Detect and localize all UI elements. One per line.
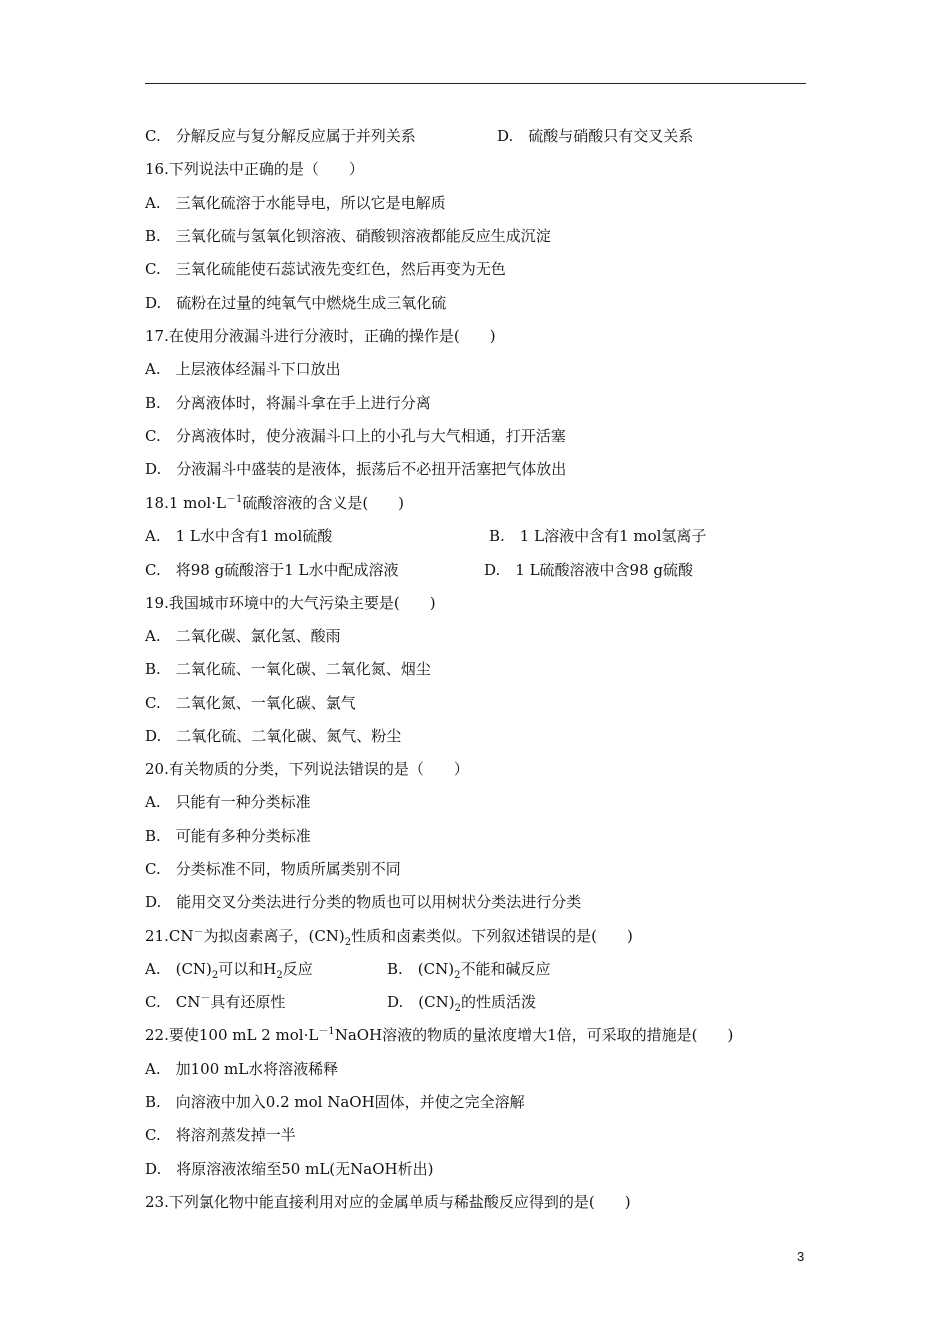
q18-option-c: C. 将98 g硫酸溶于1 L水中配成溶液 [145, 561, 399, 579]
q21-option-d-sub: 2 [454, 1003, 461, 1014]
q19-stem: 19.我国城市环境中的大气污染主要是( ) [145, 594, 436, 612]
q19-option-c: C. 二氧化氮、一氧化碳、氯气 [145, 694, 356, 712]
q21-option-b-sub: 2 [454, 970, 461, 981]
q20-option-d: D. 能用交叉分类法进行分类的物质也可以用树状分类法进行分类 [145, 893, 582, 911]
q21-option-a-sub: 2 [211, 970, 219, 981]
q18-option-d: D. 1 L硫酸溶液中含98 g硫酸 [484, 561, 693, 579]
q23-stem: 23.下列氯化物中能直接利用对应的金属单质与稀盐酸反应得到的是( ) [145, 1193, 631, 1211]
q21-stem [145, 926, 633, 946]
q22-stem-text-2: NaOH溶液的物质的量浓度增大1倍，可采取的措施是( ) [334, 1026, 734, 1044]
q18-option-a: A. 1 L水中含有1 mol硫酸 [145, 527, 333, 545]
q16-option-b: B. 三氧化硫与氢氧化钡溶液、硝酸钡溶液都能反应生成沉淀 [145, 227, 551, 245]
q17-option-d: D. 分液漏斗中盛装的是液体，振荡后不必扭开活塞把气体放出 [145, 460, 567, 478]
q22-option-c: C. 将溶剂蒸发掉一半 [145, 1126, 296, 1144]
q21-option-a [145, 959, 313, 979]
q16-stem: 16.下列说法中正确的是（ ） [145, 160, 364, 178]
q18-stem-sup: －1 [225, 494, 243, 505]
q20-option-a: A. 只能有一种分类标准 [145, 793, 311, 811]
q22-stem-sup: －1 [318, 1026, 335, 1037]
q17-stem: 17.在使用分液漏斗进行分液时，正确的操作是( ) [145, 327, 496, 345]
q21-option-a-text: A. (CN) [145, 960, 212, 978]
q18-stem-text: 18.1 mol·L [145, 494, 226, 512]
q22-option-b: B. 向溶液中加入0.2 mol NaOH固体，并使之完全溶解 [145, 1093, 525, 1111]
q21-stem-text: 21.CN [145, 927, 194, 945]
q16-option-a: A. 三氧化硫溶于水能导电，所以它是电解质 [145, 194, 446, 212]
q22-option-a: A. 加100 mL水将溶液稀释 [145, 1060, 339, 1078]
q21-option-c-sup: － [200, 993, 211, 1004]
q18-stem [145, 493, 404, 513]
q22-stem [145, 1025, 733, 1045]
q17-option-a: A. 上层液体经漏斗下口放出 [145, 360, 341, 378]
q15-option-d: D. 硫酸与硝酸只有交叉关系 [497, 127, 694, 145]
q21-option-b-text: B. (CN) [387, 960, 455, 978]
q21-stem-text-3: 性质和卤素类似。下列叙述错误的是( ) [351, 927, 633, 945]
q20-stem: 20.有关物质的分类，下列说法错误的是（ ） [145, 760, 469, 778]
q19-option-a: A. 二氧化碳、氯化氢、酸雨 [145, 627, 341, 645]
q21-option-c-text-2: 具有还原性 [210, 993, 286, 1011]
q21-option-d-text-2: 的性质活泼 [460, 993, 536, 1011]
q19-option-b: B. 二氧化硫、一氧化碳、二氧化氮、烟尘 [145, 660, 431, 678]
q16-option-d: D. 硫粉在过量的纯氧气中燃烧生成三氧化硫 [145, 294, 447, 312]
q15-option-c: C. 分解反应与复分解反应属于并列关系 [145, 127, 416, 145]
q18-option-b: B. 1 L溶液中含有1 mol氢离子 [489, 527, 707, 545]
q21-option-d-text: D. (CN) [387, 993, 455, 1011]
q17-option-c: C. 分离液体时，使分液漏斗口上的小孔与大气相通，打开活塞 [145, 427, 566, 445]
q21-option-a-text-2: 可以和H [218, 960, 277, 978]
q21-option-a-sub-2: 2 [276, 970, 283, 981]
page-number: 3 [797, 1249, 805, 1264]
q21-stem-sub: 2 [344, 937, 352, 948]
q21-option-b [387, 959, 551, 979]
q21-stem-sup: － [193, 927, 204, 938]
q21-stem-text-2: 为拟卤素离子，(CN) [203, 927, 345, 945]
q20-option-c: C. 分类标准不同，物质所属类别不同 [145, 860, 401, 878]
q22-option-d: D. 将原溶液浓缩至50 mL(无NaOH析出) [145, 1160, 434, 1178]
q18-stem-text-2: 硫酸溶液的含义是( ) [242, 494, 405, 512]
q21-option-a-text-3: 反应 [282, 960, 313, 978]
q19-option-d: D. 二氧化硫、二氧化碳、氮气、粉尘 [145, 727, 402, 745]
q21-option-d [387, 992, 536, 1012]
q21-option-b-text-2: 不能和碱反应 [460, 960, 551, 978]
q22-stem-text: 22.要使100 mL 2 mol·L [145, 1026, 319, 1044]
q21-option-c-text: C. CN [145, 993, 201, 1011]
q20-option-b: B. 可能有多种分类标准 [145, 827, 311, 845]
q21-option-c [145, 992, 285, 1012]
header-rule [145, 83, 806, 84]
q16-option-c: C. 三氧化硫能使石蕊试液先变红色，然后再变为无色 [145, 260, 506, 278]
q17-option-b: B. 分离液体时，将漏斗拿在手上进行分离 [145, 394, 431, 412]
